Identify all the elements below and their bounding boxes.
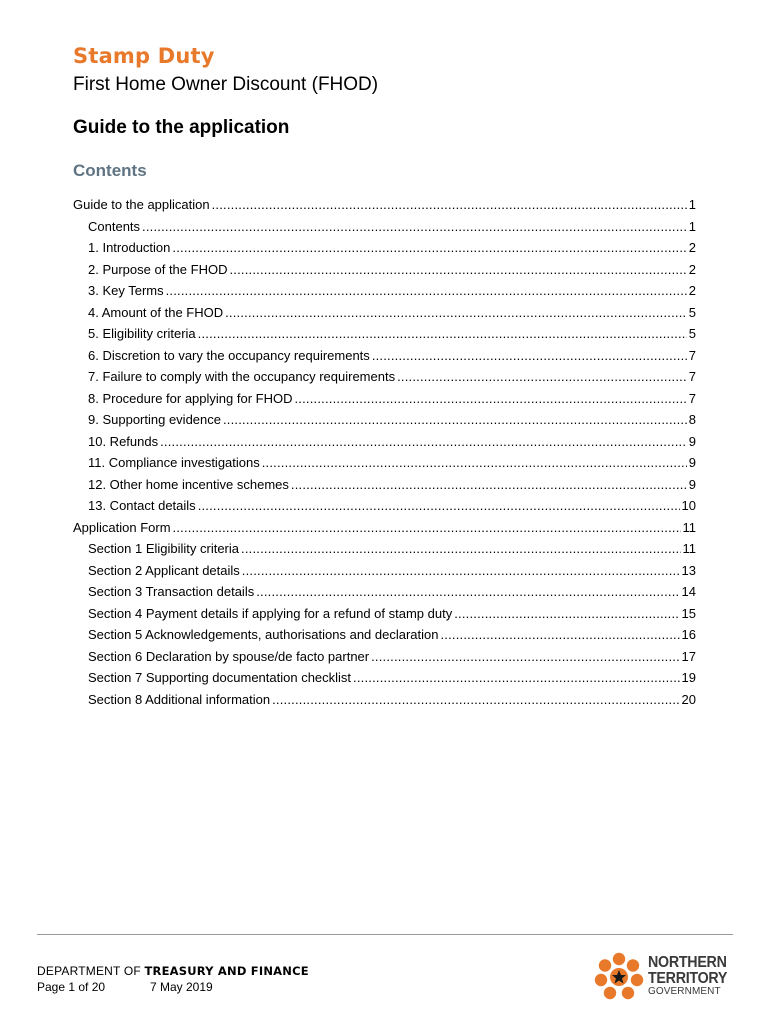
toc-dot-leader — [353, 667, 679, 689]
toc-entry-label: 13. Contact details — [88, 498, 196, 513]
toc-entry-page: 14 — [681, 584, 696, 599]
toc-entry-label: Section 3 Transaction details — [88, 584, 255, 599]
footer-department — [37, 964, 309, 978]
toc-dot-leader — [172, 237, 686, 259]
toc-entry[interactable] — [73, 538, 696, 560]
toc-dot-leader — [262, 452, 687, 474]
toc-entry[interactable] — [73, 431, 696, 453]
toc-dot-leader — [223, 409, 687, 431]
toc-entry-page: 9 — [688, 476, 696, 492]
toc-entry-page: 1 — [688, 218, 696, 234]
toc-entry-page: 9 — [688, 433, 696, 449]
toc-entry[interactable] — [73, 345, 696, 367]
toc-entry-label: 12. Other home incentive schemes — [88, 476, 289, 492]
toc-entry-label: Section 1 Eligibility criteria — [88, 541, 240, 556]
toc-entry[interactable] — [73, 689, 696, 711]
toc-entry[interactable] — [73, 474, 696, 496]
toc-dot-leader — [371, 646, 679, 668]
page-indicator: Page 1 of 20 — [37, 980, 106, 994]
toc-entry-label: 10. Refunds — [88, 433, 159, 449]
toc-entry[interactable] — [73, 452, 696, 474]
section-heading: Guide to the application — [73, 117, 290, 138]
toc-entry-label: 8. Procedure for applying for FHOD — [88, 390, 293, 406]
logo-line-government: GOVERNMENT — [648, 986, 721, 997]
toc-entry[interactable] — [73, 216, 696, 238]
toc-dot-leader — [229, 259, 686, 281]
toc-entry-label: 4. Amount of the FHOD — [88, 304, 224, 320]
toc-entry-page: 11 — [682, 541, 696, 556]
toc-entry[interactable] — [73, 667, 696, 689]
toc-entry-label: Section 4 Payment details if applying for a refund of stamp duty — [88, 605, 453, 621]
toc-dot-leader — [242, 560, 680, 582]
document-title: Stamp Duty — [73, 44, 215, 68]
toc-dot-leader — [454, 603, 679, 625]
logo-line-territory: TERRITORY — [648, 969, 728, 987]
toc-entry-label: 6. Discretion to vary the occupancy requirements — [88, 347, 370, 363]
logo-wordmark — [648, 955, 734, 997]
toc-entry[interactable] — [73, 495, 696, 517]
toc-dot-leader — [397, 366, 687, 388]
toc-entry-label: Section 5 Acknowledgements, authorisations and declaration — [88, 627, 439, 642]
toc-entry-label: Section 7 Supporting documentation checklist — [88, 670, 352, 685]
footer-divider — [37, 934, 733, 935]
toc-entry[interactable] — [73, 603, 696, 625]
toc-entry-label: 11. Compliance investigations — [88, 455, 260, 470]
document-date: 7 May 2019 — [150, 980, 213, 994]
toc-dot-leader — [441, 624, 680, 646]
toc-entry-page: 2 — [688, 283, 696, 298]
toc-entry[interactable] — [73, 323, 696, 345]
toc-dot-leader — [198, 323, 687, 345]
toc-entry-page: 7 — [688, 369, 696, 384]
toc-entry-label: 7. Failure to comply with the occupancy requirements — [88, 369, 396, 384]
nt-government-logo — [594, 952, 736, 1002]
toc-entry-page: 10 — [681, 498, 696, 513]
toc-entry-page: 11 — [682, 519, 696, 535]
toc-dot-leader — [142, 216, 687, 238]
toc-entry-label: 5. Eligibility criteria — [88, 326, 196, 341]
toc-entry-page: 17 — [681, 648, 696, 664]
toc-entry[interactable] — [73, 560, 696, 582]
toc-dot-leader — [241, 538, 680, 560]
toc-dot-leader — [212, 194, 687, 216]
toc-entry[interactable] — [73, 581, 696, 603]
toc-entry-label: Section 8 Additional information — [88, 691, 271, 707]
toc-dot-leader — [198, 495, 680, 517]
toc-dot-leader — [256, 581, 679, 603]
toc-entry-page: 19 — [681, 670, 696, 685]
toc-entry[interactable] — [73, 366, 696, 388]
toc-entry-page: 16 — [681, 627, 696, 642]
toc-entry-page: 2 — [688, 261, 696, 277]
footer-department-name: TREASURY AND FINANCE — [144, 964, 309, 978]
toc-entry-page: 15 — [681, 605, 696, 621]
toc-entry-label: Guide to the application — [73, 197, 210, 212]
toc-dot-leader — [160, 431, 687, 453]
toc-entry-page: 20 — [681, 691, 696, 707]
toc-entry-page: 8 — [688, 412, 696, 427]
toc-entry-page: 2 — [688, 240, 696, 255]
toc-entry-label: 1. Introduction — [88, 240, 171, 255]
toc-entry-page: 9 — [688, 455, 696, 470]
toc-entry-label: Section 2 Applicant details — [88, 562, 240, 578]
toc-entry[interactable] — [73, 646, 696, 668]
toc-dot-leader — [294, 388, 686, 410]
toc-entry-page: 7 — [688, 347, 696, 363]
toc-entry-page: 5 — [688, 326, 696, 341]
toc-entry-page: 5 — [688, 304, 696, 320]
logo-line-northern: NORTHERN — [648, 954, 727, 971]
toc-dot-leader — [272, 689, 679, 711]
contents-heading: Contents — [73, 161, 147, 180]
toc-entry[interactable] — [73, 624, 696, 646]
toc-dot-leader — [166, 280, 687, 302]
toc-entry[interactable] — [73, 237, 696, 259]
toc-entry[interactable] — [73, 280, 696, 302]
toc-entry[interactable] — [73, 517, 696, 539]
toc-dot-leader — [225, 302, 687, 324]
toc-entry-label: Section 6 Declaration by spouse/de facto partner — [88, 648, 370, 664]
toc-entry[interactable] — [73, 302, 696, 324]
toc-entry[interactable] — [73, 259, 696, 281]
toc-dot-leader — [372, 345, 687, 367]
document-subtitle: First Home Owner Discount (FHOD) — [73, 74, 379, 95]
toc-entry-label: 9. Supporting evidence — [88, 412, 221, 427]
toc-entry-label: Contents — [88, 218, 141, 234]
footer-department-prefix: DEPARTMENT OF — [37, 964, 145, 978]
toc-entry-label: 3. Key Terms — [88, 283, 164, 298]
toc-entry-page: 1 — [688, 197, 696, 212]
toc-entry-page: 7 — [688, 390, 696, 406]
table-of-contents — [73, 194, 696, 710]
toc-entry[interactable] — [73, 388, 696, 410]
toc-dot-leader — [173, 517, 681, 539]
toc-entry-label: 2. Purpose of the FHOD — [88, 261, 228, 277]
desert-rose-emblem-icon — [594, 952, 644, 1002]
toc-entry-label: Application Form — [73, 519, 171, 535]
toc-entry[interactable] — [73, 194, 696, 216]
toc-entry-page: 13 — [681, 562, 696, 578]
toc-dot-leader — [291, 474, 687, 496]
toc-entry[interactable] — [73, 409, 696, 431]
